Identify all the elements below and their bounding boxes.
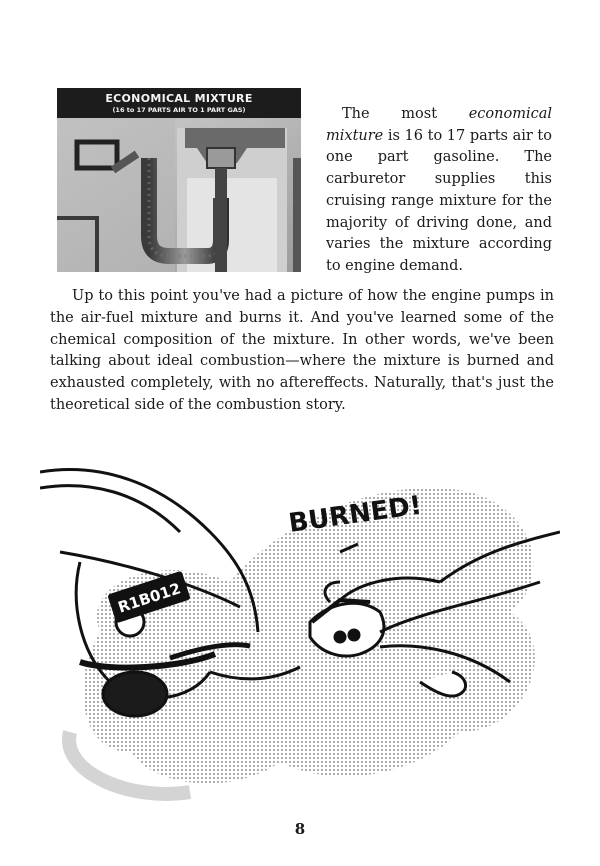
side-paragraph-rest: is 16 to 17 parts air to one part gasoline. The carburetor supplies this cruising range mixture for the majority of driving done, and varies the mixture according to engine demand.	[326, 127, 552, 274]
carburetor-photo	[57, 88, 301, 272]
page-number: 8	[294, 820, 306, 838]
cartoon-illustration	[40, 432, 560, 812]
side-paragraph	[326, 104, 552, 278]
photo-caption	[57, 88, 301, 118]
main-paragraph	[50, 286, 554, 417]
license-plate-text: R1B012	[115, 579, 183, 617]
burned-exclamation: BURNED!	[286, 490, 424, 539]
main-paragraph-text: Up to this point you've had a picture of how the engine pumps in the air-fuel mixture and burns it. And you've learned some of the chemical composition of the mixture. In other words, we've been talking about ideal combustion—where the mixture is burned and exhausted completely, with no aftereffects. Naturally, that's just the theoretical side of the combustion story.	[50, 288, 554, 413]
photo-caption-title: ECONOMICAL MIXTURE	[105, 92, 253, 105]
carburetor-cutaway-illustration	[57, 118, 301, 272]
photo-caption-subtitle: (16 to 17 PARTS AIR TO 1 PART GAS)	[112, 106, 246, 114]
side-paragraph-lead: The most	[342, 106, 469, 122]
side-paragraph-emphasis: economical mixture	[326, 106, 552, 144]
